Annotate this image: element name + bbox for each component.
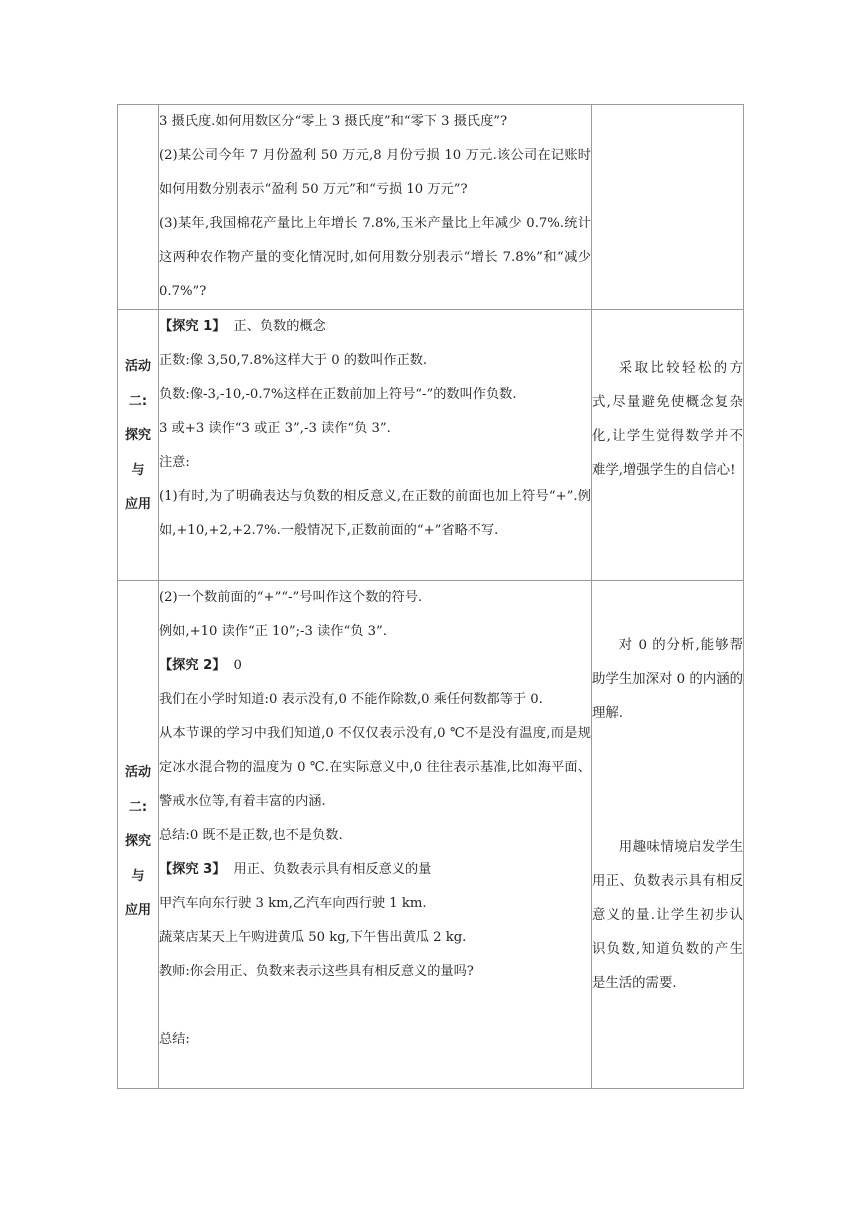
lesson-plan-table (117, 104, 744, 1089)
explore-tag: 【探究 1】 (159, 319, 226, 334)
note-cell (592, 105, 744, 310)
content-line: 3 或+3 读作“3 或正 3”,-3 读作“负 3”. (159, 421, 391, 436)
content-line: 负数:像-3,-10,-0.7%这样在正数前加上符号“-”的数叫作负数. (159, 387, 517, 402)
activity-label: 活动 (124, 359, 151, 374)
note-cell (592, 310, 744, 581)
activity-label-cell (118, 310, 159, 581)
content-line: 甲汽车向东行驶 3 km,乙汽车向西行驶 1 km. (159, 896, 427, 911)
content-line: 注意: (159, 455, 190, 470)
content-line: 蔬菜店某天上午购进黄瓜 50 kg,下午售出黄瓜 2 kg. (159, 930, 467, 945)
activity-label-cell (118, 581, 159, 1089)
content-line: 正数:像 3,50,7.8%这样大于 0 的数叫作正数. (159, 353, 428, 368)
content-line: 我们在小学时知道:0 表示没有,0 不能作除数,0 乘任何数都等于 0. (159, 692, 543, 707)
content-cell (159, 581, 592, 1089)
section-heading (159, 310, 591, 344)
activity-label: 二: (128, 799, 148, 815)
content-line: (1)有时,为了明确表达与负数的相反意义,在正数的前面也加上符号“+”.例如,+10,+2,+2.7%.一般情况下,正数前面的“+”省略不写. (159, 489, 591, 538)
content-line: (2)某公司今年 7 月份盈利 50 万元,8 月份亏损 10 万元.该公司在记账时如何用数分别表示“盈利 50 万元”和“亏损 10 万元”? (159, 148, 591, 197)
content-cell (159, 310, 592, 581)
table-row (118, 105, 744, 310)
summary-label: 总结: (159, 1032, 190, 1047)
activity-label: 应用 (124, 497, 151, 512)
teaching-note: 对 0 的分析,能够帮助学生加深对 0 的内涵的理解. (592, 638, 743, 721)
teaching-note: 用趣味情境启发学生用正、负数表示具有相反意义的量.让学生初步认识负数,知道负数的产生是生活的需要. (592, 840, 743, 991)
activity-label: 探究 (124, 428, 151, 443)
explore-title: 用正、负数表示具有相反意义的量 (233, 862, 432, 877)
content-line: (3)某年,我国棉花产量比上年增长 7.8%,玉米产量比上年减少 0.7%.统计这两种农作物产量的变化情况时,如何用数分别表示“增长 7.8%”和“减少 0.7%”? (159, 216, 591, 299)
section-heading (159, 853, 591, 887)
activity-label-cell (118, 105, 159, 310)
activity-label: 二: (128, 393, 148, 409)
content-line: 3 摄氏度.如何用数区分“零上 3 摄氏度”和“零下 3 摄氏度”? (159, 114, 508, 129)
activity-label: 与 (131, 462, 145, 478)
explore-tag: 【探究 2】 (159, 658, 226, 673)
activity-label: 与 (131, 868, 145, 884)
content-line: 总结:0 既不是正数,也不是负数. (159, 828, 343, 843)
content-line: 从本节课的学习中我们知道,0 不仅仅表示没有,0 ℃不是没有温度,而是规定冰水混合物的温度为 0 ℃.在实际意义中,0 往往表示基准,比如海平面、警戒水位等,有着丰富的内涵. (159, 726, 591, 809)
explore-title: 正、负数的概念 (233, 319, 326, 334)
table-row (118, 581, 744, 1089)
content-line: (2)一个数前面的“+”“-”号叫作这个数的符号. (159, 590, 423, 605)
activity-label: 探究 (124, 834, 151, 849)
note-cell (592, 581, 744, 1089)
section-heading (159, 649, 591, 683)
table-row (118, 310, 744, 581)
content-cell (159, 105, 592, 310)
teaching-note: 采取比较轻松的方式,尽量避免使概念复杂化,让学生觉得数学并不难学,增强学生的自信心! (592, 361, 743, 478)
content-line: 例如,+10 读作“正 10”;-3 读作“负 3”. (159, 624, 387, 639)
explore-tag: 【探究 3】 (159, 862, 226, 877)
content-line: 教师:你会用正、负数来表示这些具有相反意义的量吗? (159, 964, 474, 979)
explore-title: 0 (233, 658, 242, 673)
activity-label: 应用 (124, 903, 151, 918)
activity-label: 活动 (124, 765, 151, 780)
